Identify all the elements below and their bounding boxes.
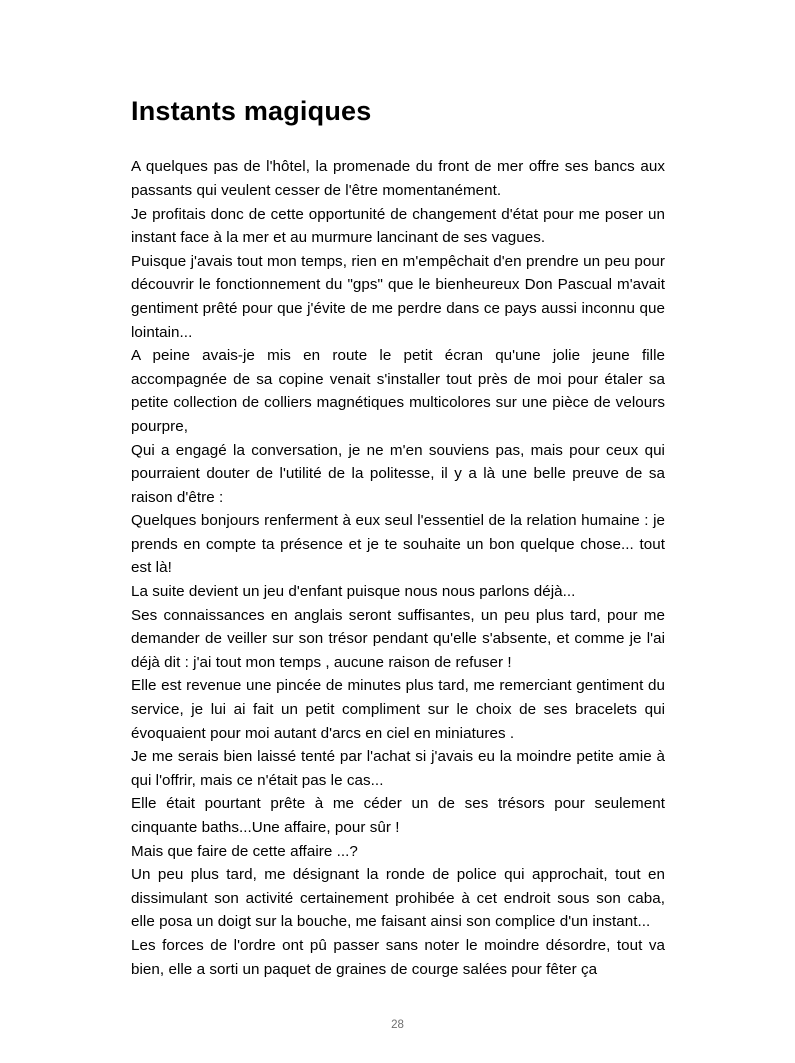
paragraph: Les forces de l'ordre ont pû passer sans noter le moindre désordre, tout va bien, elle a sorti un paquet de graines de courge salées pour fêter ça — [131, 936, 665, 978]
body-text — [131, 155, 665, 981]
paragraph: Elle était pourtant prête à me céder un de ses trésors pour seulement cinquante baths...Une affaire, pour sûr ! — [131, 795, 665, 837]
paragraph: Qui a engagé la conversation, je ne m'en souviens pas, mais pour ceux qui pourraient douter de l'utilité de la politesse, il y a là une belle preuve de sa raison d'être : — [131, 441, 665, 506]
page-number: 28 — [391, 1019, 404, 1031]
page-content — [131, 95, 665, 981]
paragraph: Je profitais donc de cette opportunité de changement d'état pour me poser un instant face à la mer et au murmure lancinant de ses vagues. — [131, 205, 665, 247]
paragraph: Un peu plus tard, me désignant la ronde de police qui approchait, tout en dissimulant son activité certainement prohibée à cet endroit sous son caba, elle posa un doigt sur la bouche, me faisant ainsi son complice d'un instant... — [131, 866, 665, 931]
paragraph: A peine avais-je mis en route le petit écran qu'une jolie jeune fille accompagnée de sa copine venait s'installer tout près de moi pour étaler sa petite collection de colliers magnétiques multicolores sur une pièce de velours pourpre, — [131, 347, 665, 435]
paragraph: Je me serais bien laissé tenté par l'achat si j'avais eu la moindre petite amie à qui l'offrir, mais ce n'était pas le cas... — [131, 748, 665, 789]
paragraph: Elle est revenue une pincée de minutes plus tard, me remerciant gentiment du service, je lui ai fait un petit compliment sur le choix de ses bracelets qui évoquaient pour moi autant d'arcs en ciel en miniatures . — [131, 677, 665, 742]
paragraph: Mais que faire de cette affaire ...? — [131, 842, 358, 860]
paragraph: La suite devient un jeu d'enfant puisque nous nous parlons déjà... — [131, 583, 576, 601]
paragraph: A quelques pas de l'hôtel, la promenade du front de mer offre ses bancs aux passants qui veulent cesser de l'être momentanément. — [131, 158, 665, 199]
paragraph: Puisque j'avais tout mon temps, rien en m'empêchait d'en prendre un peu pour découvrir le fonctionnement du "gps" que le bienheureux Don Pascual m'avait gentiment prêté pour que j'évite de me perdre dans ce pays aussi inconnu que lointain... — [131, 252, 665, 341]
paragraph: Ses connaissances en anglais seront suffisantes, un peu plus tard, pour me demander de veiller sur son trésor pendant qu'elle s'absente, et comme je l'ai déjà dit : j'ai tout mon temps , aucune raison de refuser ! — [131, 606, 665, 671]
paragraph: Quelques bonjours renferment à eux seul l'essentiel de la relation humaine : je prends en compte ta présence et je te souhaite un bon quelque chose... tout est là! — [131, 512, 665, 577]
page-title: Instants magiques — [131, 96, 372, 126]
